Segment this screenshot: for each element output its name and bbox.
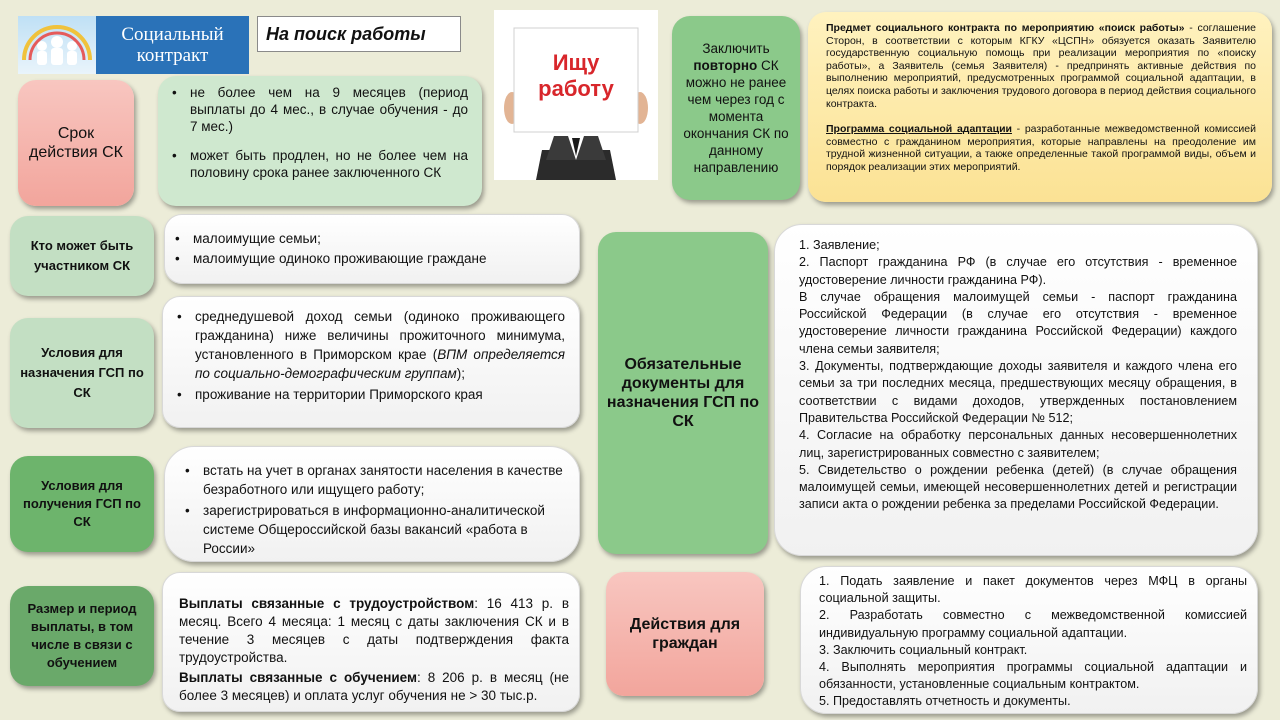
logo-text: Социальный контракт (121, 24, 224, 66)
list-item: 2. Разработать совместно с межведомственной комиссией индивидуальную программу социальной адаптации. (819, 608, 1247, 640)
page-title-text: На поиск работы (266, 23, 426, 44)
actions-label: Действия для граждан (606, 572, 764, 696)
participants-label: Кто может быть участником СК (10, 216, 154, 296)
assign-conditions-box (162, 296, 580, 428)
list-item: В случае обращения малоимущей семьи - паспорт гражданина Российской Федерации (в случае его отсутствия - временное удостоверение личности гражданина Российской Федерации) каждого члена семьи заявителя; (799, 289, 1237, 356)
documents-box (774, 224, 1258, 556)
list-item: 5. Предоставлять отчетность и документы. (819, 694, 1071, 709)
assign-conditions-label: Условия для назначения ГСП по СК (10, 318, 154, 428)
list-item: • малоимущие одиноко проживающие граждане (167, 249, 569, 269)
list-item: 1. Заявление; (799, 238, 880, 252)
repeat-contract-text: Заключить повторно СК можно не ранее чем через год с момента окончания СК по данному направлению (683, 41, 789, 175)
documents-list (799, 237, 1237, 514)
job-search-image (494, 10, 658, 180)
term-list (164, 84, 468, 181)
list-item: • встать на учет в органах занятости населения в качестве безработного или ищущего работу; (177, 461, 565, 499)
definitions-box (808, 12, 1272, 202)
employment-payment: Выплаты связанные с трудоустройством: 16 413 р. в месяц. Всего 4 месяца: 1 месяц с даты заключения СК и в течение 3 месяцев с даты подтверждения факта трудоустройства. (179, 596, 569, 665)
list-item: • среднедушевой доход семьи (одиноко проживающего гражданина) ниже величины прожиточного минимума, установленного в Приморском крае (ВПМ определяется по социально-демографическим группам); (169, 307, 565, 383)
list-item: 2. Паспорт гражданина РФ (в случае его отсутствия - временное удостоверение личности гражданина РФ). (799, 255, 1237, 287)
logo-picture (18, 16, 96, 74)
list-item: 4. Согласие на обработку персональных данных несовершеннолетних лиц, зарегистрированных совместно с заявителем; (799, 428, 1237, 460)
page-title (257, 16, 461, 52)
assign-conditions-list (169, 307, 565, 404)
list-item: 5. Свидетельство о рождении ребенка (детей) (в случае обращения малоимущей семьи, имеющей несовершеннолетних детей и регистрации записи акта о рождении ребенка за пределами Российской Федерации. (799, 462, 1237, 512)
job-search-sign-text: Ищу работу (538, 50, 614, 101)
repeat-contract-box (672, 16, 800, 200)
receive-conditions-box (164, 446, 580, 562)
list-item: • малоимущие семьи; (167, 229, 569, 249)
receive-conditions-list (177, 461, 565, 558)
training-payment: Выплаты связанные с обучением: 8 206 р. в месяц (не более 3 месяцев) и оплата услуг обучения не > 30 тыс.р. (179, 670, 570, 703)
term-label: Срок действия СК (18, 80, 134, 206)
documents-label: Обязательные документы для назначения ГСП по СК (598, 232, 768, 554)
logo (18, 16, 249, 74)
payments-box (162, 572, 580, 712)
list-item: 4. Выполнять мероприятия программы социальной адаптации и обязанности, установленные социальным контрактом. (819, 660, 1247, 692)
list-item: • может быть продлен, но не более чем на половину срока ранее заключенного СК (164, 147, 468, 181)
payments-label: Размер и период выплаты, в том числе в связи с обучением (10, 586, 154, 686)
list-item: • не более чем на 9 месяцев (период выплаты до 4 мес., в случае обучения - до 7 мес.) (164, 84, 468, 135)
adaptation-program-definition: Программа социальной адаптации - разработанные межведомственной комиссией совместно с гражданином мероприятия, которые направлены на преодоление им трудной жизненной ситуации, а также определенные такой программой виды, объем и порядок реализации этих мероприятий. (826, 123, 1256, 173)
list-item: 3. Документы, подтверждающие доходы заявителя и каждого члена его семьи за три последних месяца, предшествующих месяцу обращения, в соответствии с видами доходов, утвержденных постановлением Правительства Российской Федерации № 512; (799, 359, 1237, 425)
list-item: • зарегистрироваться в информационно-аналитической системе Общероссийской базы вакансий «работа в России» (177, 501, 565, 558)
list-item: • проживание на территории Приморского края (169, 385, 565, 404)
participants-box (164, 214, 580, 284)
list-item: 3. Заключить социальный контракт. (819, 642, 1028, 657)
actions-box (800, 566, 1258, 714)
actions-list (819, 573, 1247, 711)
receive-conditions-label: Условия для получения ГСП по СК (10, 456, 154, 552)
term-box (158, 76, 482, 206)
contract-subject-definition: Предмет социального контракта по мероприятию «поиск работы» - соглашение Сторон, в соответствии с которым КГКУ «ЦСПН» обязуется оказать Заявителю государственную социальную помощь при реализации мероприятия по «поиску работы», а Заявитель (семья Заявителя) - предпринять активные действия по выполнению мероприятий, предусмотренных программой социальной адаптации, в целях поиска работы и заключения трудового договора в период действия социального контракта. (826, 22, 1256, 110)
participants-list (167, 229, 569, 269)
list-item: 1. Подать заявление и пакет документов через МФЦ в органы социальной защиты. (819, 574, 1247, 606)
